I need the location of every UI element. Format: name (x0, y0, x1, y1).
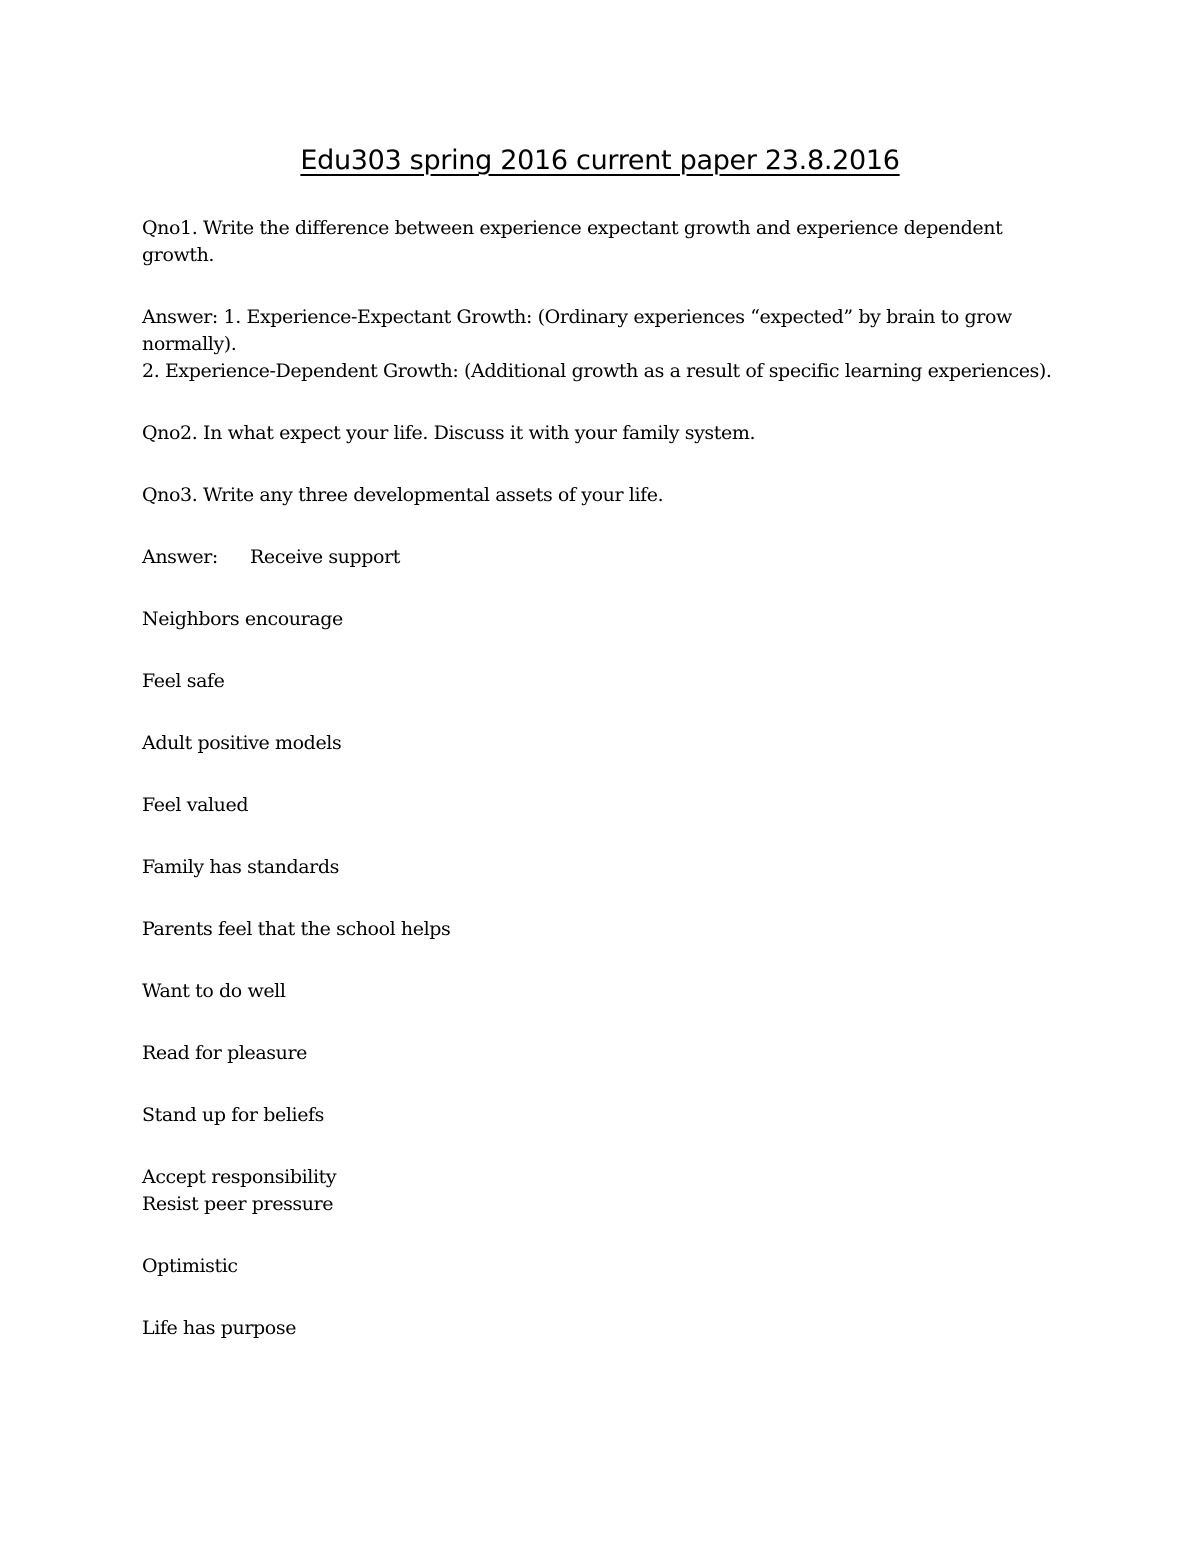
answer-1-line-1: Answer: 1. Experience-Expectant Growth: (Ordinary experiences “expected” by brain to grow normally). (142, 306, 1012, 355)
asset-item: Resist peer pressure (142, 1193, 334, 1215)
asset-item: Read for pleasure (142, 1042, 307, 1064)
answer-1-line-2: 2. Experience-Dependent Growth: (Additional growth as a result of specific learning experiences). (142, 360, 1052, 382)
asset-item: Parents feel that the school helps (142, 918, 451, 940)
page-title: Edu303 spring 2016 current paper 23.8.2016 (300, 145, 900, 176)
asset-item: Stand up for beliefs (142, 1104, 325, 1126)
question-3 (142, 482, 1052, 509)
asset-item: Want to do well (142, 980, 286, 1002)
asset-item: Feel valued (142, 794, 249, 816)
asset-list (142, 606, 1052, 1342)
asset-item: Life has purpose (142, 1317, 297, 1339)
question-2 (142, 420, 1052, 447)
asset-item: Family has standards (142, 856, 339, 878)
answer-3-label: Answer: (142, 546, 218, 568)
asset-item: Accept responsibility (142, 1166, 337, 1188)
question-2-text: Qno2. In what expect your life. Discuss it with your family system. (142, 422, 756, 444)
answer-1 (142, 304, 1052, 385)
question-1 (142, 215, 1052, 269)
asset-item: Optimistic (142, 1255, 238, 1277)
answer-3-first-line (142, 544, 1052, 571)
document-body (142, 215, 1052, 1377)
asset-item: Receive support (250, 546, 400, 568)
question-3-text: Qno3. Write any three developmental assets of your life. (142, 484, 664, 506)
asset-item: Neighbors encourage (142, 608, 343, 630)
question-1-text: Qno1. Write the difference between experience expectant growth and experience dependent growth. (142, 217, 1003, 266)
asset-item: Feel safe (142, 670, 225, 692)
asset-item: Adult positive models (142, 732, 342, 754)
